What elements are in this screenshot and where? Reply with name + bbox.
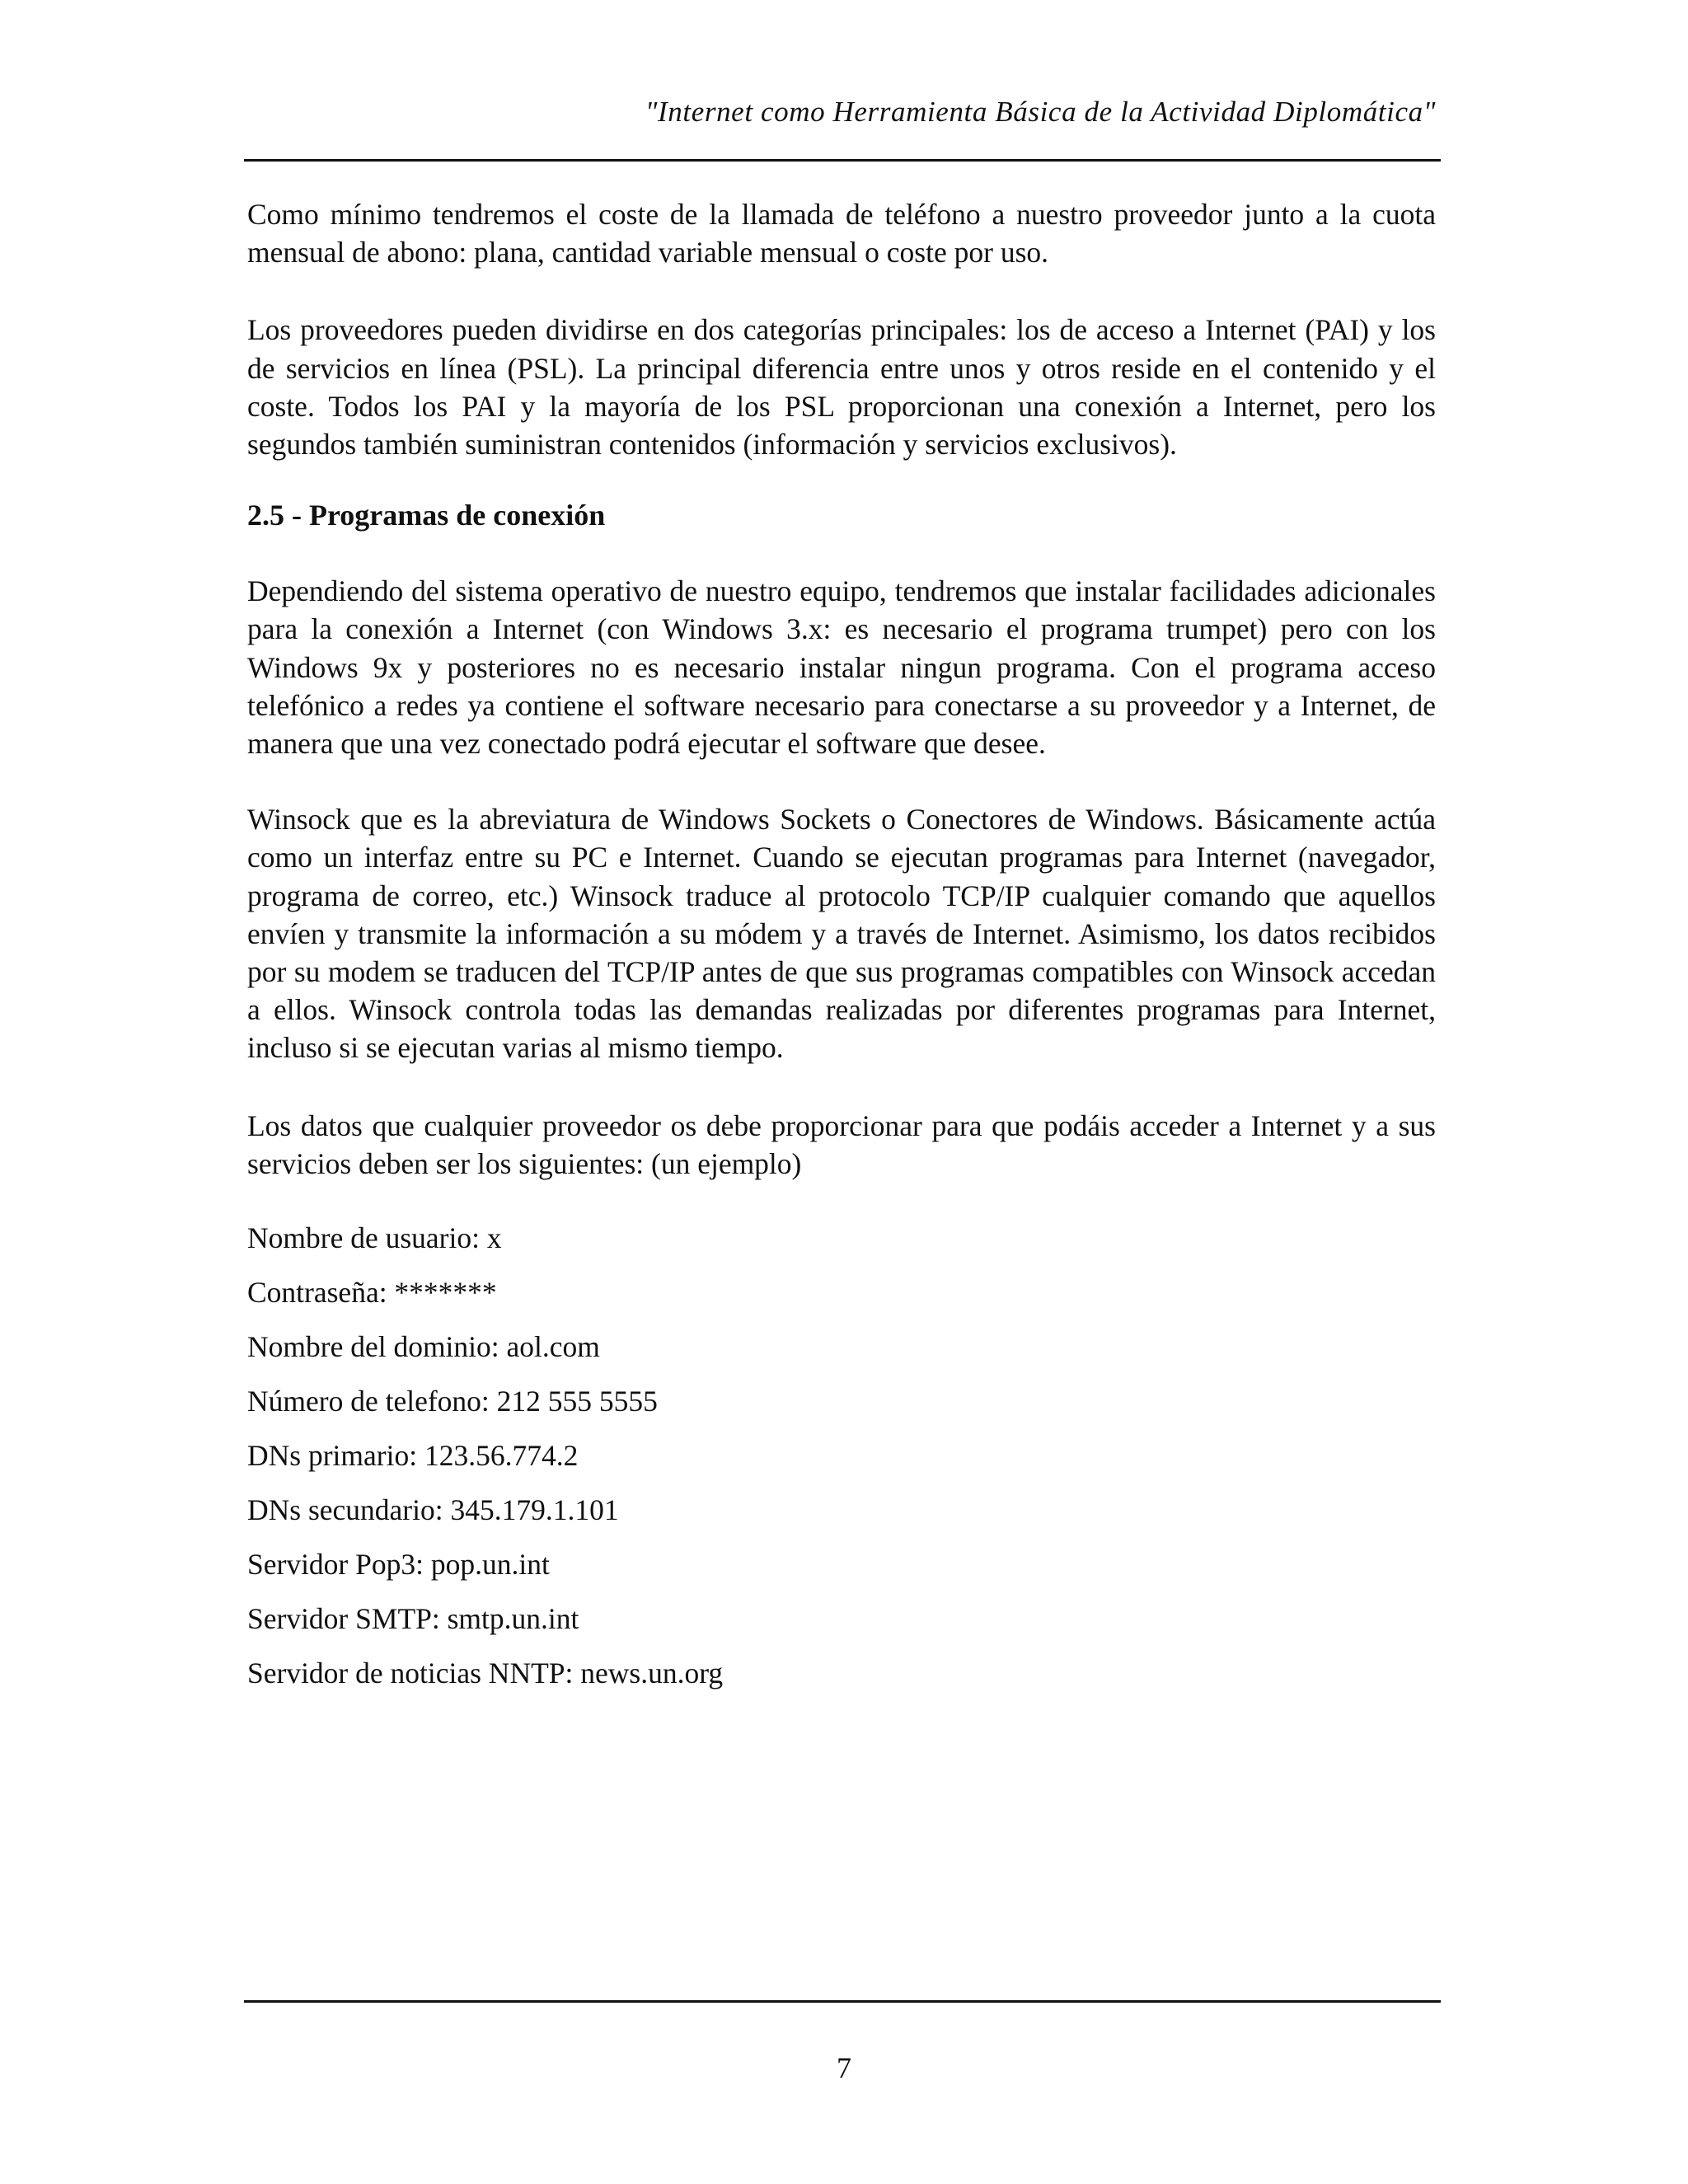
- detail-primary-dns: DNs primario: 123.56.774.2: [247, 1439, 579, 1473]
- page-body: [247, 195, 1436, 1708]
- detail-nntp-server: Servidor de noticias NNTP: news.un.org: [247, 1657, 724, 1690]
- paragraph-operating-system: Dependiendo del sistema operativo de nuestro equipo, tendremos que instalar facilidades adicionales para la conexión a Internet (con Windows 3.x: es necesario el programa trumpet) pero con los Windows 9x y posteriores no es necesario instalar ningun programa. Con el programa acceso telefónico a redes ya contiene el software necesario para conectarse a su proveedor y a Internet, de manera que una vez conectado podrá ejecutar el software que desee.: [247, 574, 1436, 761]
- paragraph-winsock: Winsock que es la abreviatura de Windows Sockets o Conectores de Windows. Básicamente actúa como un interfaz entre su PC e Internet. Cuando se ejecutan programas para Internet (navegador, programa de correo, etc.) Winsock traduce al protocolo TCP/IP cualquier comando que aquellos envíen y transmite la información a su módem y a través de Internet. Asimismo, los datos recibidos por su modem se traducen del TCP/IP antes de que sus programas compatibles con Winsock accedan a ellos. Winsock controla todas las demandas realizadas por diferentes programas para Internet, incluso si se ejecutan varias al mismo tiempo.: [247, 803, 1436, 1065]
- detail-phone: Número de telefono: 212 555 5555: [247, 1385, 658, 1418]
- connection-details-list: [247, 1219, 1436, 1708]
- footer-rule: [244, 2000, 1441, 2003]
- detail-pop3-server: Servidor Pop3: pop.un.int: [247, 1548, 550, 1582]
- paragraph-provider-data: Los datos que cualquier proveedor os debe proporcionar para que podáis acceder a Internet y a sus servicios deben ser los siguientes: (un ejemplo): [247, 1108, 1436, 1180]
- section-heading: 2.5 - Programas de conexión: [247, 499, 606, 532]
- detail-smtp-server: Servidor SMTP: smtp.un.int: [247, 1602, 579, 1636]
- paragraph-provider-categories: Los proveedores pueden dividirse en dos categorías principales: los de acceso a Internet (PAI) y los de servicios en línea (PSL). La principal diferencia entre unos y otros reside en el contenido y el coste. Todos los PAI y la mayoría de los PSL proporcionan una conexión a Internet, pero los segundos también suministran contenidos (información y servicios exclusivos).: [247, 313, 1436, 462]
- paragraph-cost: Como mínimo tendremos el coste de la llamada de teléfono a nuestro proveedor junto a la cuota mensual de abono: plana, cantidad variable mensual o coste por uso.: [247, 198, 1436, 269]
- running-header: "Internet como Herramienta Básica de la Actividad Diplomática": [645, 96, 1436, 128]
- detail-username: Nombre de usuario: x: [247, 1221, 502, 1255]
- detail-password: Contraseña: *******: [247, 1276, 497, 1310]
- page-number: 7: [837, 2051, 851, 2084]
- detail-secondary-dns: DNs secundario: 345.179.1.101: [247, 1493, 619, 1527]
- detail-domain: Nombre del dominio: aol.com: [247, 1330, 600, 1364]
- header-rule: [244, 159, 1441, 162]
